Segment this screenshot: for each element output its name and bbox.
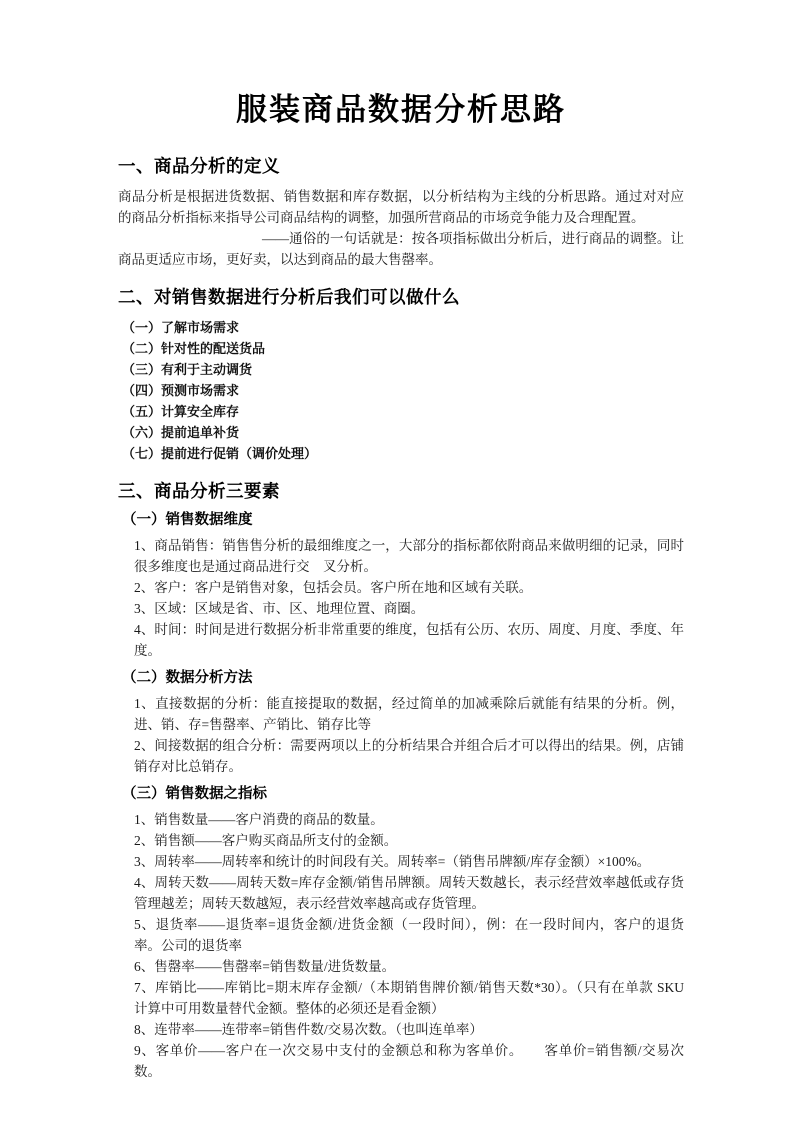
document-title: 服装商品数据分析思路: [236, 92, 566, 127]
dimension-item: 1、商品销售：销售售分析的最细维度之一，大部分的指标都依附商品来做明细的记录，同时很多维度也是通过商品进行交 叉分析。: [134, 538, 684, 574]
dimension-item: 3、区域：区域是省、市、区、地理位置、商圈。: [134, 601, 425, 616]
section2-heading: 二、对销售数据进行分析后我们可以做什么: [118, 287, 460, 307]
method-item: 2、间接数据的组合分析：需要两项以上的分析结果合并组合后才可以得出的结果。例，店铺销存对比总销存。: [134, 738, 684, 774]
dimension-item: 2、客户：客户是销售对象，包括会员。客户所在地和区域有关联。: [134, 580, 533, 595]
dimension-list: [118, 535, 684, 661]
indicator-item: 6、售罄率——售罄率=销售数量/进货数量。: [134, 959, 396, 974]
indicator-item: 2、销售额——客户购买商品所支付的金额。: [134, 833, 398, 848]
indicator-item: 1、销售数量——客户消费的商品的数量。: [134, 812, 384, 827]
action-list-item: （一）了解市场需求: [122, 320, 240, 335]
dimension-item: 4、时间：时间是进行数据分析非常重要的维度，包括有公历、农历、周度、月度、季度、年度。: [134, 622, 684, 658]
action-list-item: （四）预测市场需求: [122, 383, 240, 398]
method-item: 1、直接数据的分析：能直接提取的数据，经过简单的加减乘除后就能有结果的分析。例，进、销、存=售罄率、产销比、销存比等: [134, 696, 684, 732]
section3-heading: 三、商品分析三要素: [118, 481, 280, 501]
subsection3-heading: （三）销售数据之指标: [122, 786, 267, 802]
indicator-item: 8、连带率——连带率=销售件数/交易次数。（也叫连单率）: [134, 1022, 483, 1037]
subsection1-heading: （一）销售数据维度: [122, 512, 253, 528]
subsection2-heading: （二）数据分析方法: [122, 670, 253, 686]
definition-note-paragraph: ——通俗的一句话就是：按各项指标做出分析后，进行商品的调整。让商品更适应市场，更好卖，以达到商品的最大售罄率。: [118, 231, 684, 267]
indicator-item: 3、周转率——周转率和统计的时间段有关。周转率=（销售吊牌额/库存金额）×100%。: [134, 854, 651, 869]
action-list: [118, 317, 684, 464]
action-list-item: （七）提前进行促销（调价处理）: [122, 446, 318, 461]
indicator-item: 9、客单价——客户在一次交易中支付的金额总和称为客单价。 客单价=销售额/交易次数。: [134, 1043, 684, 1079]
action-list-item: （六）提前追单补货: [122, 425, 240, 440]
indicator-item: 5、退货率——退货率=退货金额/进货金额（一段时间），例：在一段时间内，客户的退货率。公司的退货率: [134, 917, 684, 953]
method-list: [118, 693, 684, 777]
definition-paragraph: 商品分析是根据进货数据、销售数据和库存数据，以分析结构为主线的分析思路。通过对对应的商品分析指标来指导公司商品结构的调整，加强所营商品的市场竞争能力及合理配置。: [118, 189, 684, 225]
indicator-item: 7、库销比——库销比=期末库存金额/（本期销售牌价额/销售天数*30）。（只有在单款 SKU 计算中可用数量替代金额。整体的必须还是看金额）: [134, 980, 698, 1016]
indicator-list: [118, 809, 698, 1082]
action-list-item: （三）有利于主动调货: [122, 362, 253, 377]
action-list-item: （五）计算安全库存: [122, 404, 240, 419]
indicator-item: 4、周转天数——周转天数=库存金额/销售吊牌额。周转天数越长，表示经营效率越低或存货管理越差；周转天数越短，表示经营效率越高或存货管理。: [134, 875, 684, 911]
action-list-item: （二）针对性的配送货品: [122, 341, 266, 356]
section1-heading: 一、商品分析的定义: [118, 156, 280, 176]
